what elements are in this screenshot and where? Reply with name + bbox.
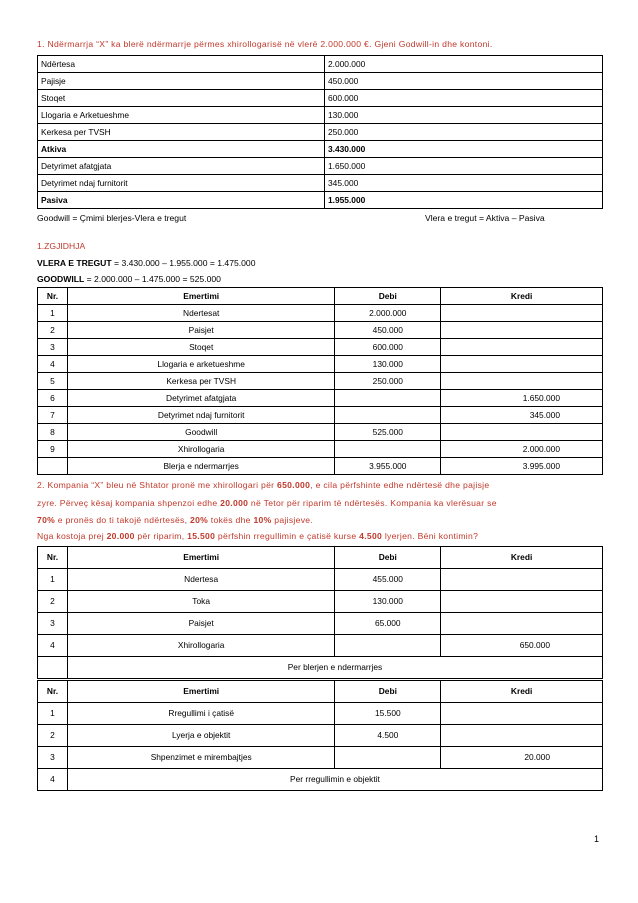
task2-amount: 4.500 — [359, 531, 383, 541]
debit-value — [335, 390, 441, 407]
goodwill-calc — [37, 273, 603, 285]
row-number: 3 — [38, 339, 68, 356]
account-name: Xhirollogaria — [67, 441, 334, 458]
account-name: Kerkesa per TVSH — [67, 373, 334, 390]
account-name: Detyrimet afatgjata — [67, 390, 334, 407]
task2-text: , e cila përfshinte edhe ndërtesë dhe pajisje — [310, 480, 490, 490]
credit-value — [441, 339, 603, 356]
table-row — [38, 613, 603, 635]
balance-item-name: Llogaria e Arketueshme — [38, 107, 325, 124]
debit-value — [335, 635, 441, 657]
account-name: Shpenzimet e mirembajtjes — [67, 747, 335, 769]
description-row — [38, 769, 603, 791]
table-row — [38, 747, 603, 769]
header-kredi: Kredi — [441, 681, 603, 703]
row-number: 7 — [38, 407, 68, 424]
header-debi: Debi — [335, 681, 441, 703]
balance-item-name: Stoqet — [38, 90, 325, 107]
table-row — [38, 390, 603, 407]
balance-item-value: 345.000 — [325, 175, 603, 192]
table-row — [38, 569, 603, 591]
total-debit: 3.955.000 — [335, 458, 441, 475]
journal3-header-row — [38, 681, 603, 703]
debit-value: 65.000 — [335, 613, 441, 635]
row-number: 8 — [38, 424, 68, 441]
balance-item-name: Atkiva — [38, 141, 325, 158]
row-number: 2 — [38, 725, 68, 747]
credit-value — [441, 356, 603, 373]
row-number: 2 — [38, 322, 68, 339]
row-number: 9 — [38, 441, 68, 458]
journal3-body — [38, 703, 603, 791]
credit-value — [441, 424, 603, 441]
header-emertimi: Emertimi — [67, 288, 334, 305]
debit-value — [335, 407, 441, 424]
total-label: Blerja e ndermarrjes — [67, 458, 334, 475]
credit-value: 1.650.000 — [441, 390, 603, 407]
row-number: 4 — [38, 356, 68, 373]
description-row — [38, 657, 603, 679]
row-number: 2 — [38, 591, 68, 613]
credit-value — [441, 725, 603, 747]
credit-value — [441, 591, 603, 613]
task2-amount: 650.000 — [277, 480, 311, 490]
balance-item-value: 1.650.000 — [325, 158, 603, 175]
task2-amount: 20.000 — [106, 531, 135, 541]
journal1-header-row — [38, 288, 603, 305]
table-row — [38, 373, 603, 390]
task2-text: e pronës do ti takojë ndërtesës, — [55, 515, 190, 525]
table-row — [38, 591, 603, 613]
journal2-header-row — [38, 547, 603, 569]
row-number: 5 — [38, 373, 68, 390]
account-name: Detyrimet ndaj furnitorit — [67, 407, 334, 424]
row-number: 1 — [38, 305, 68, 322]
page-number: 1 — [594, 834, 600, 844]
task2-percent: 10% — [253, 515, 272, 525]
header-kredi: Kredi — [441, 547, 603, 569]
task2-text: zyre. Përveç kësaj kompania shpenzoi edhe — [37, 498, 221, 508]
task2-text: 2. Kompania “X” bleu në Shtator pronë me xhirollogari për — [37, 480, 278, 490]
task2-amount: 15.500 — [187, 531, 216, 541]
header-nr: Nr. — [38, 288, 68, 305]
debit-value: 600.000 — [335, 339, 441, 356]
balance-row — [38, 192, 603, 209]
task2-percent: 70% — [37, 515, 56, 525]
journal-table-2 — [37, 546, 603, 679]
table-row — [38, 635, 603, 657]
row-number: 3 — [38, 613, 68, 635]
balance-row — [38, 56, 603, 73]
balance-row — [38, 90, 603, 107]
goodwill-label: GOODWILL — [37, 274, 85, 284]
debit-value: 450.000 — [335, 322, 441, 339]
balance-row — [38, 107, 603, 124]
account-name: Paisjet — [67, 613, 334, 635]
header-debi: Debi — [335, 288, 441, 305]
header-kredi: Kredi — [441, 288, 603, 305]
credit-value: 20.000 — [441, 747, 603, 769]
row-number: 1 — [38, 703, 68, 725]
account-name: Toka — [67, 591, 334, 613]
account-name: Rregullimi i çatisë — [67, 703, 335, 725]
table-row — [38, 441, 603, 458]
entry-description: Per blerjen e ndermarrjes — [67, 657, 602, 679]
credit-value — [441, 305, 603, 322]
account-name: Ndertesa — [67, 569, 334, 591]
credit-value — [441, 373, 603, 390]
header-debi: Debi — [335, 547, 441, 569]
table-row — [38, 339, 603, 356]
row-number: 1 — [38, 569, 68, 591]
entry-description: Per rregullimin e objektit — [67, 769, 602, 791]
task2-text: për riparim, — [134, 531, 188, 541]
task2-percent: 20% — [190, 515, 209, 525]
table-row — [38, 322, 603, 339]
debit-value: 15.500 — [335, 703, 441, 725]
balance-row — [38, 141, 603, 158]
balance-item-value: 250.000 — [325, 124, 603, 141]
balance-item-name: Detyrimet ndaj furnitorit — [38, 175, 325, 192]
credit-value — [441, 613, 603, 635]
row-number: 3 — [38, 747, 68, 769]
task2-amount: 20.000 — [220, 498, 249, 508]
balance-item-value: 2.000.000 — [325, 56, 603, 73]
debit-value: 2.000.000 — [335, 305, 441, 322]
goodwill-formula: Goodwill = Çmimi blerjes-Vlera e tregut — [37, 213, 187, 223]
solution-heading: 1.ZGJIDHJA — [37, 241, 86, 251]
row-number: 4 — [38, 635, 68, 657]
account-name: Ndertesat — [67, 305, 334, 322]
header-nr: Nr. — [38, 681, 68, 703]
task2-text: në Tetor për riparim të ndërtesës. Kompania ka vlerësuar se — [248, 498, 497, 508]
credit-value — [441, 322, 603, 339]
market-value-formula: Vlera e tregut = Aktiva – Pasiva — [425, 213, 545, 223]
table-row — [38, 356, 603, 373]
goodwill-result: = 2.000.000 – 1.475.000 = 525.000 — [84, 274, 221, 284]
task2-text: tokës dhe — [208, 515, 254, 525]
table-row — [38, 407, 603, 424]
balance-item-name: Pasiva — [38, 192, 325, 209]
account-name: Paisjet — [67, 322, 334, 339]
debit-value: 4.500 — [335, 725, 441, 747]
balance-item-value: 600.000 — [325, 90, 603, 107]
journal-table-3 — [37, 680, 603, 791]
debit-value: 525.000 — [335, 424, 441, 441]
balance-item-name: Pajisje — [38, 73, 325, 90]
row-number: 4 — [38, 769, 68, 791]
balance-item-name: Kerkesa per TVSH — [38, 124, 325, 141]
journal-table-1 — [37, 287, 603, 475]
balance-item-value: 450.000 — [325, 73, 603, 90]
balance-item-name: Detyrimet afatgjata — [38, 158, 325, 175]
debit-value — [335, 747, 441, 769]
market-value-result: = 3.430.000 – 1.955.000 = 1.475.000 — [111, 258, 256, 268]
empty-cell — [38, 458, 68, 475]
task2-line-2 — [37, 497, 603, 509]
table-row — [38, 725, 603, 747]
credit-value: 2.000.000 — [441, 441, 603, 458]
task2-text: përfshin rregullimin e çatisë kurse — [215, 531, 360, 541]
task2-line-1 — [37, 479, 603, 491]
credit-value — [441, 703, 603, 725]
debit-value: 130.000 — [335, 356, 441, 373]
row-number: 6 — [38, 390, 68, 407]
total-row — [38, 458, 603, 475]
account-name: Llogaria e arketueshme — [67, 356, 334, 373]
balance-table — [37, 55, 603, 209]
balance-row — [38, 124, 603, 141]
debit-value: 250.000 — [335, 373, 441, 390]
journal2-body — [38, 569, 603, 679]
market-value-label: VLERA E TREGUT — [37, 258, 112, 268]
task2-text: Nga kostoja prej — [37, 531, 107, 541]
task2-text: lyerjen. Bëni kontimin? — [382, 531, 479, 541]
task2-line-3 — [37, 514, 603, 526]
balance-row — [38, 158, 603, 175]
table-row — [38, 424, 603, 441]
table-row — [38, 305, 603, 322]
balance-item-value: 3.430.000 — [325, 141, 603, 158]
task2-line-4 — [37, 530, 603, 542]
debit-value: 455.000 — [335, 569, 441, 591]
debit-value: 130.000 — [335, 591, 441, 613]
total-credit: 3.995.000 — [441, 458, 603, 475]
task2-text: pajisjeve. — [271, 515, 314, 525]
credit-value — [441, 569, 603, 591]
account-name: Lyerja e objektit — [67, 725, 335, 747]
account-name: Stoqet — [67, 339, 334, 356]
header-emertimi: Emertimi — [67, 547, 334, 569]
balance-item-name: Ndërtesa — [38, 56, 325, 73]
market-value-calc — [37, 257, 603, 269]
balance-item-value: 1.955.000 — [325, 192, 603, 209]
balance-row — [38, 73, 603, 90]
balance-body — [38, 56, 603, 209]
journal1-body — [38, 305, 603, 475]
header-nr: Nr. — [38, 547, 68, 569]
account-name: Xhirollogaria — [67, 635, 334, 657]
task1-title: 1. Ndërmarrja “X” ka blerë ndërmarrje përmes xhirollogarisë në vlerë 2.000.000 €. Gjeni Godwill-in dhe kontoni. — [37, 39, 493, 49]
account-name: Goodwill — [67, 424, 334, 441]
debit-value — [335, 441, 441, 458]
credit-value: 345.000 — [441, 407, 603, 424]
empty-cell — [38, 657, 68, 679]
credit-value: 650.000 — [441, 635, 603, 657]
balance-row — [38, 175, 603, 192]
balance-item-value: 130.000 — [325, 107, 603, 124]
header-emertimi: Emertimi — [67, 681, 335, 703]
table-row — [38, 703, 603, 725]
